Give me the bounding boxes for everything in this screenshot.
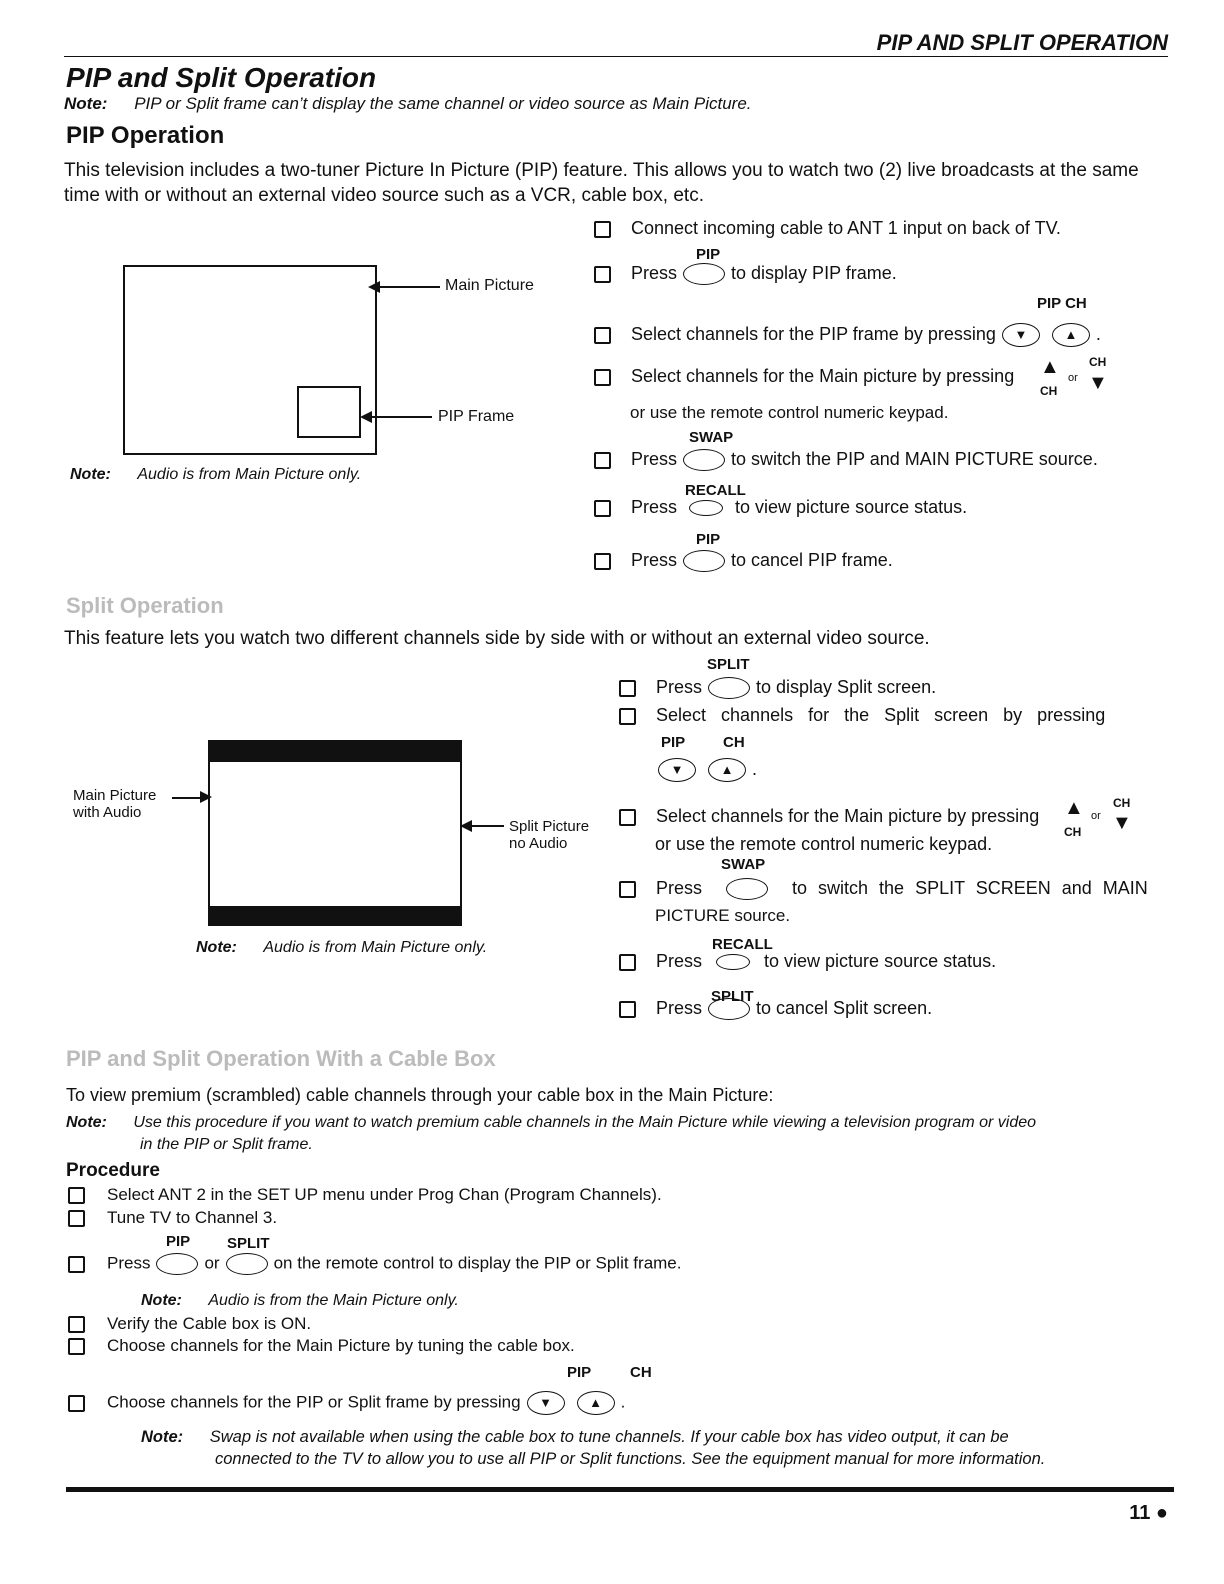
- note-text: connected to the TV to allow you to use all PIP or Split functions. See the equipment manual for more information.: [215, 1450, 1046, 1468]
- step-text: Select ANT 2 in the SET UP menu under Prog Chan (Program Channels).: [107, 1185, 662, 1204]
- split-note: [196, 939, 487, 957]
- step-text: Press: [631, 550, 678, 570]
- checkbox-icon: [594, 221, 611, 238]
- period: .: [752, 758, 758, 779]
- cable-step-5: [68, 1336, 575, 1356]
- note-label: Note:: [141, 1428, 184, 1446]
- ch-down-button-icon[interactable]: ▼: [658, 758, 696, 782]
- checkbox-icon: [619, 708, 636, 725]
- checkbox-icon: [619, 809, 636, 826]
- checkbox-icon: [594, 327, 611, 344]
- running-header: PIP AND SPLIT OPERATION: [876, 30, 1168, 55]
- pip-label: PIP: [166, 1233, 191, 1250]
- swap-label: SWAP: [721, 856, 766, 873]
- step-text: to view picture source status.: [735, 497, 968, 517]
- split-ch-buttons: [652, 758, 757, 782]
- step-text: Press: [656, 878, 703, 898]
- step-text: or: [204, 1253, 220, 1273]
- period: .: [620, 1392, 626, 1412]
- step-text: Connect incoming cable to ANT 1 input on back of TV.: [631, 218, 1061, 238]
- note-text: Audio is from Main Picture only.: [263, 939, 488, 956]
- checkbox-icon: [68, 1316, 85, 1333]
- step-text: to switch the SPLIT SCREEN and MAIN: [792, 878, 1148, 898]
- bottom-bar: [208, 906, 462, 926]
- checkbox-icon: [68, 1256, 85, 1273]
- split-screen-frame: [208, 740, 462, 926]
- step-text: on the remote control to display the PIP or Split frame.: [273, 1253, 682, 1273]
- cable-step-6: [68, 1391, 625, 1415]
- checkbox-icon: [594, 266, 611, 283]
- note-text: PIP or Split frame can’t display the same channel or video source as Main Picture.: [134, 94, 752, 113]
- note-text: Swap is not available when using the cable box to tune channels. If your cable box has video output, it can be: [209, 1428, 1009, 1446]
- page-number: 11 ●: [1129, 1502, 1168, 1524]
- checkbox-icon: [68, 1187, 85, 1204]
- checkbox-icon: [594, 452, 611, 469]
- pip-button-icon[interactable]: [156, 1253, 198, 1275]
- checkbox-icon: [619, 680, 636, 697]
- step-text: Press: [631, 449, 678, 469]
- pip-step-2: [594, 263, 897, 285]
- ch-label: CH: [723, 734, 745, 751]
- ch-label: CH: [1064, 825, 1082, 839]
- pip-step-3: [594, 323, 1101, 347]
- label-line: with Audio: [73, 804, 142, 821]
- step-text: Press: [656, 677, 703, 697]
- or-label: or: [1068, 372, 1078, 384]
- arrow-line: [370, 416, 432, 418]
- note-text: Use this procedure if you want to watch premium cable channels in the Main Picture while viewing a television program or video: [133, 1114, 1037, 1131]
- step-text: Press: [656, 951, 703, 971]
- cable-intro: To view premium (scrambled) cable channels through your cable box in the Main Picture:: [66, 1085, 774, 1105]
- split-step-5: [619, 951, 996, 972]
- split-label: SPLIT: [227, 1235, 270, 1252]
- pip-intro: This television includes a two-tuner Picture In Picture (PIP) feature. This allows you to watch two (2) live broadcasts at the same time with or without an external video source such as a VCR, cable box, etc.: [64, 160, 1139, 206]
- step-text: Select channels for the PIP frame by pressing: [631, 323, 996, 344]
- ch-label: CH: [1113, 796, 1131, 810]
- split-button-label: SPLIT: [711, 988, 754, 1005]
- arrow-line: [378, 286, 440, 288]
- checkbox-icon: [68, 1210, 85, 1227]
- cable-heading: PIP and Split Operation With a Cable Box: [66, 1046, 496, 1071]
- step-text: Press: [107, 1253, 151, 1273]
- cable-note-1: [66, 1112, 1176, 1156]
- pip-heading: PIP Operation: [66, 122, 225, 149]
- recall-button-icon[interactable]: [689, 500, 723, 516]
- pip-frame-box: [297, 386, 361, 438]
- step-text: Select channels for the Main picture by pressing: [631, 366, 1015, 386]
- ch-up-button-icon[interactable]: ▲: [1052, 323, 1090, 347]
- header-rule: [64, 56, 1168, 57]
- ch-up-button-icon[interactable]: ▲: [708, 758, 746, 782]
- label-line: Main Picture: [73, 787, 157, 804]
- ch-down-icon: ▼: [1088, 372, 1108, 394]
- arrow-icon: [200, 791, 212, 803]
- ch-down-button-icon[interactable]: ▼: [1002, 323, 1040, 347]
- checkbox-icon: [619, 954, 636, 971]
- footer-rule: [66, 1487, 1174, 1492]
- ch-down-icon: ▼: [1112, 812, 1132, 834]
- split-button-icon[interactable]: [226, 1253, 268, 1275]
- split-intro: This feature lets you watch two different channels side by side with or without an external video source.: [64, 628, 930, 649]
- split-step-1: [619, 677, 936, 699]
- pip-button-icon[interactable]: [683, 550, 725, 572]
- step-text: to switch the PIP and MAIN PICTURE source.: [731, 449, 1098, 469]
- checkbox-icon: [68, 1395, 85, 1412]
- pip-step-6: [594, 497, 967, 518]
- pip-button-icon[interactable]: [683, 263, 725, 285]
- note-text: Audio is from Main Picture only.: [137, 466, 362, 483]
- checkbox-icon: [619, 881, 636, 898]
- page-title: PIP and Split Operation: [66, 62, 377, 93]
- ch-down-button-icon[interactable]: ▼: [527, 1391, 565, 1415]
- pip-note: [70, 466, 361, 484]
- split-step-4: [619, 878, 1148, 900]
- note-label: Note:: [141, 1292, 182, 1309]
- checkbox-icon: [594, 500, 611, 517]
- cable-step-4: [68, 1314, 311, 1334]
- step-text: Press: [631, 497, 678, 517]
- pip-ch-label: PIP CH: [1037, 295, 1087, 312]
- or-label: or: [1091, 810, 1101, 822]
- pip-label: PIP: [567, 1364, 592, 1381]
- pip-frame-label: PIP Frame: [438, 408, 515, 425]
- step-text: Tune TV to Channel 3.: [107, 1208, 278, 1227]
- top-note: [64, 94, 752, 114]
- label-line: Split Picture: [509, 818, 590, 835]
- split-picture-label: [509, 818, 589, 852]
- ch-up-icon: ▲: [1040, 356, 1060, 378]
- pip-step-7: [594, 550, 893, 572]
- ch-up-icon: ▲: [1064, 797, 1084, 819]
- ch-label: CH: [1089, 355, 1107, 369]
- step-text: to cancel PIP frame.: [731, 550, 893, 570]
- split-heading: Split Operation: [66, 593, 224, 618]
- split-button-label: SPLIT: [707, 656, 750, 673]
- step-text: Select channels for the Split screen by pressing: [656, 705, 1106, 725]
- pip-step-5: [594, 449, 1098, 471]
- cable-note-2: [141, 1292, 459, 1310]
- step-text: Choose channels for the Main Picture by tuning the cable box.: [107, 1336, 575, 1355]
- label-line: no Audio: [509, 835, 568, 852]
- top-bar: [208, 740, 462, 762]
- note-label: Note:: [64, 94, 108, 113]
- step-text: Choose channels for the PIP or Split frame by pressing: [107, 1392, 521, 1412]
- note-label: Note:: [196, 939, 237, 956]
- pip-button-label: PIP: [696, 246, 721, 263]
- note-text: in the PIP or Split frame.: [140, 1136, 313, 1153]
- checkbox-icon: [68, 1338, 85, 1355]
- arrow-line: [470, 825, 504, 827]
- step-text: to display PIP frame.: [731, 263, 897, 283]
- checkbox-icon: [594, 553, 611, 570]
- step-text: to view picture source status.: [764, 951, 997, 971]
- pip-step-4: [594, 366, 1014, 387]
- swap-button-icon[interactable]: [683, 449, 725, 471]
- pip-step-4b: or use the remote control numeric keypad.: [630, 403, 949, 422]
- split-button-icon[interactable]: [708, 998, 750, 1020]
- ch-label: CH: [1040, 384, 1058, 398]
- note-text: Audio is from the Main Picture only.: [208, 1292, 459, 1309]
- recall-label: RECALL: [685, 482, 746, 499]
- note-label: Note:: [66, 1114, 107, 1131]
- recall-label: RECALL: [712, 936, 773, 953]
- step-text: to cancel Split screen.: [756, 998, 933, 1018]
- pip-step-1: [594, 218, 1061, 239]
- procedure-heading: Procedure: [66, 1160, 160, 1181]
- ch-label: CH: [630, 1364, 652, 1381]
- step-text: to display Split screen.: [756, 677, 937, 697]
- arrow-line: [172, 797, 202, 799]
- swap-label: SWAP: [689, 429, 734, 446]
- split-step-3: [619, 806, 1039, 827]
- cable-note-3: [141, 1426, 1171, 1470]
- cable-step-2: [68, 1208, 277, 1228]
- ch-up-button-icon[interactable]: ▲: [577, 1391, 615, 1415]
- step-text: Press: [656, 998, 703, 1018]
- step-text: Select channels for the Main picture by pressing: [656, 806, 1040, 826]
- split-step-3b: or use the remote control numeric keypad.: [655, 834, 993, 854]
- split-step-4b: PICTURE source.: [655, 906, 791, 925]
- split-step-6: [619, 998, 932, 1020]
- recall-button-icon[interactable]: [716, 954, 750, 970]
- period: .: [1095, 323, 1101, 344]
- step-text: Verify the Cable box is ON.: [107, 1314, 312, 1333]
- cable-step-1: [68, 1185, 662, 1205]
- note-label: Note:: [70, 466, 111, 483]
- swap-button-icon[interactable]: [726, 878, 768, 900]
- cable-step-3: [68, 1253, 682, 1275]
- pip-button-label: PIP: [696, 531, 721, 548]
- main-picture-audio-label: [73, 787, 156, 821]
- pip-label: PIP: [661, 734, 686, 751]
- checkbox-icon: [619, 1001, 636, 1018]
- checkbox-icon: [594, 369, 611, 386]
- main-picture-label: Main Picture: [445, 277, 534, 294]
- step-text: Press: [631, 263, 678, 283]
- split-step-2: [619, 705, 1105, 726]
- split-button-icon[interactable]: [708, 677, 750, 699]
